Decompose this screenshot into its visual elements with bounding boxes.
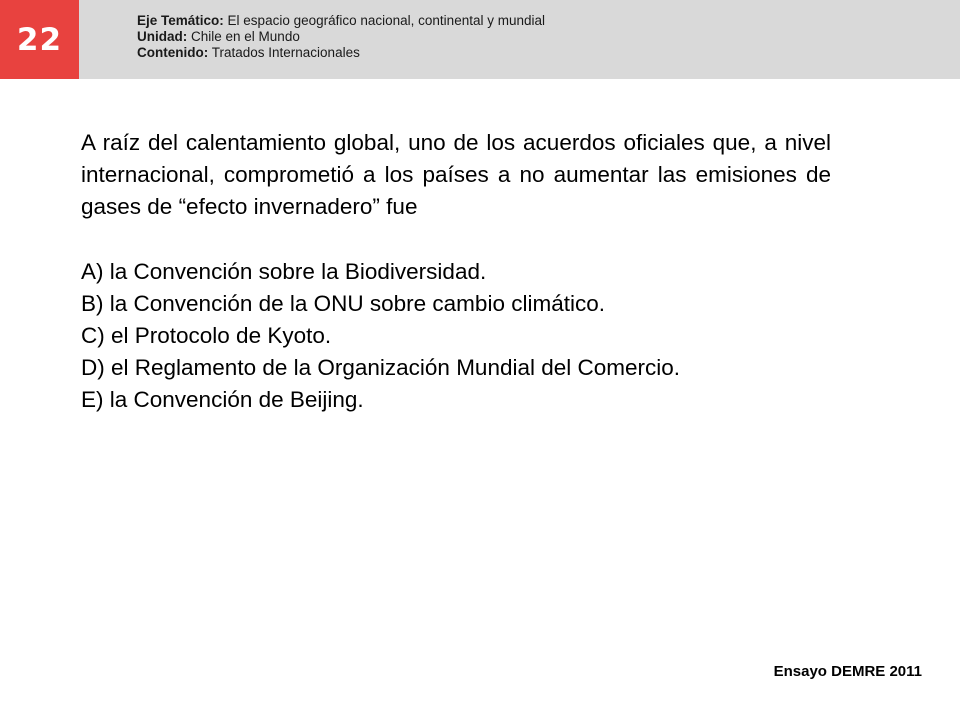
- answer-options: [81, 256, 861, 416]
- meta-value-eje: El espacio geográfico nacional, continental y mundial: [227, 13, 545, 28]
- option-c: C) el Protocolo de Kyoto.: [81, 323, 332, 348]
- meta-key-eje: Eje Temático:: [137, 13, 224, 28]
- meta-key-contenido: Contenido:: [137, 45, 209, 60]
- meta-value-unidad: Chile en el Mundo: [191, 29, 300, 44]
- question-stem: A raíz del calentamiento global, uno de los acuerdos oficiales que, a nivel internacional, comprometió a los países a no aumentar las emisiones de gases de “efecto invernadero” fue: [81, 130, 831, 219]
- option-e: E) la Convención de Beijing.: [81, 387, 364, 412]
- meta-row-unidad: [137, 29, 545, 45]
- meta-value-contenido: Tratados Internacionales: [211, 45, 360, 60]
- option-d: D) el Reglamento de la Organización Mundial del Comercio.: [81, 355, 681, 380]
- option-a: A) la Convención sobre la Biodiversidad.: [81, 259, 487, 284]
- meta-row-eje: [137, 13, 545, 29]
- meta-key-unidad: Unidad:: [137, 29, 188, 44]
- question-number-badge: [0, 0, 79, 79]
- topic-metadata: [137, 13, 545, 61]
- meta-row-contenido: [137, 45, 545, 61]
- option-b: B) la Convención de la ONU sobre cambio climático.: [81, 291, 605, 316]
- question-number: 22: [16, 21, 63, 58]
- source-footer: Ensayo DEMRE 2011: [773, 663, 922, 680]
